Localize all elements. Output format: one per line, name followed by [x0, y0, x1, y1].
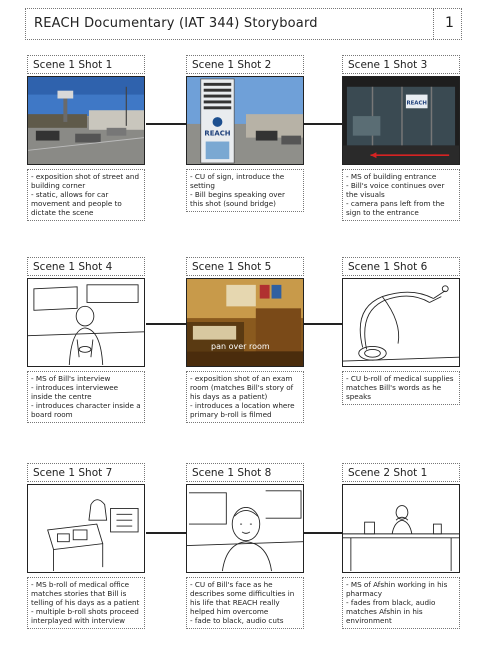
note-line: - fades from black, audio matches Afshin in his environment: [346, 598, 436, 625]
note-line: - Bill begins speaking over this shot (sound bridge): [190, 190, 285, 208]
header-divider: [433, 9, 434, 39]
panel-label: Scene 1 Shot 5: [186, 257, 304, 276]
frame-caption: pan over room: [211, 342, 270, 351]
panel-label: Scene 1 Shot 2: [186, 55, 304, 74]
panel-sketch-face: [186, 484, 304, 573]
panel-notes: [27, 371, 145, 423]
storyboard-panel-3: [342, 55, 462, 237]
storyboard-panel-2: [186, 55, 306, 237]
note-line: - introduces interviewee inside the centre: [31, 383, 119, 401]
storyboard-panel-4: [27, 257, 147, 439]
note-line: - CU of Bill's face as he describes some difficulties in his life that REACH really helped him overcome: [190, 580, 295, 616]
panel-label: Scene 2 Shot 1: [342, 463, 460, 482]
storyboard-panel-8: [186, 463, 306, 645]
panel-label: Scene 1 Shot 7: [27, 463, 145, 482]
panel-notes: [186, 371, 304, 423]
connector-line: [146, 323, 186, 325]
storyboard-panel-7: [27, 463, 147, 645]
panel-label: Scene 1 Shot 6: [342, 257, 460, 276]
panel-notes: [186, 577, 304, 629]
storyboard-header: [25, 8, 462, 40]
panel-label: Scene 1 Shot 4: [27, 257, 145, 276]
note-line: - exposition shot of street and building corner: [31, 172, 140, 190]
panel-notes: [186, 169, 304, 212]
note-line: - MS b-roll of medical office matches stories that Bill is telling of his days as a patient: [31, 580, 140, 607]
note-line: - Bill's voice continues over the visuals: [346, 181, 445, 199]
storyboard-panel-5: [186, 257, 306, 439]
storyboard-panel-6: [342, 257, 462, 439]
note-line: - MS of Bill's interview: [31, 374, 111, 383]
sign-reach-text: REACH: [204, 129, 231, 138]
page-number: 1: [445, 15, 454, 31]
connector-line: [304, 123, 342, 125]
panel-sketch-stethoscope: [342, 278, 460, 367]
entrance-sign-text: REACH: [406, 100, 427, 107]
panel-sketch-pharmacy: [342, 484, 460, 573]
panel-photo-exam-room: [186, 278, 304, 367]
panel-label: Scene 1 Shot 1: [27, 55, 145, 74]
connector-line: [304, 532, 342, 534]
page-title: REACH Documentary (IAT 344) Storyboard: [34, 16, 318, 31]
note-line: - MS of Afshin working in his pharmacy: [346, 580, 448, 598]
panel-notes: [342, 371, 460, 405]
panel-sketch-medical-office: [27, 484, 145, 573]
note-line: - multiple b-roll shots proceed interplayed with interview: [31, 607, 139, 625]
storyboard-panel-1: [27, 55, 147, 237]
note-line: - CU of sign, introduce the setting: [190, 172, 285, 190]
connector-line: [304, 323, 342, 325]
panel-notes: [27, 577, 145, 629]
panel-notes: [342, 577, 460, 629]
panel-notes: [27, 169, 145, 221]
note-line: - MS of building entrance: [346, 172, 437, 181]
panel-photo-street: [27, 76, 145, 165]
connector-line: [146, 532, 186, 534]
note-line: - fade to black, audio cuts: [190, 616, 284, 625]
note-line: - exposition shot of an exam room (matches Bill's story of his days as a patient): [190, 374, 294, 401]
note-line: - camera pans left from the sign to the entrance: [346, 199, 445, 217]
note-line: - CU b-roll of medical supplies matches Bill's words as he speaks: [346, 374, 454, 401]
panel-sketch-interview: [27, 278, 145, 367]
note-line: - static, allows for car movement and people to dictate the scene: [31, 190, 122, 217]
panel-photo-sign: [186, 76, 304, 165]
connector-line: [146, 123, 186, 125]
panel-label: Scene 1 Shot 3: [342, 55, 460, 74]
storyboard-panel-9: [342, 463, 462, 645]
panel-label: Scene 1 Shot 8: [186, 463, 304, 482]
note-line: - introduces character inside a board room: [31, 401, 141, 419]
panel-photo-entrance: [342, 76, 460, 165]
note-line: - introduces a location where primary b-roll is filmed: [190, 401, 295, 419]
panel-notes: [342, 169, 460, 221]
